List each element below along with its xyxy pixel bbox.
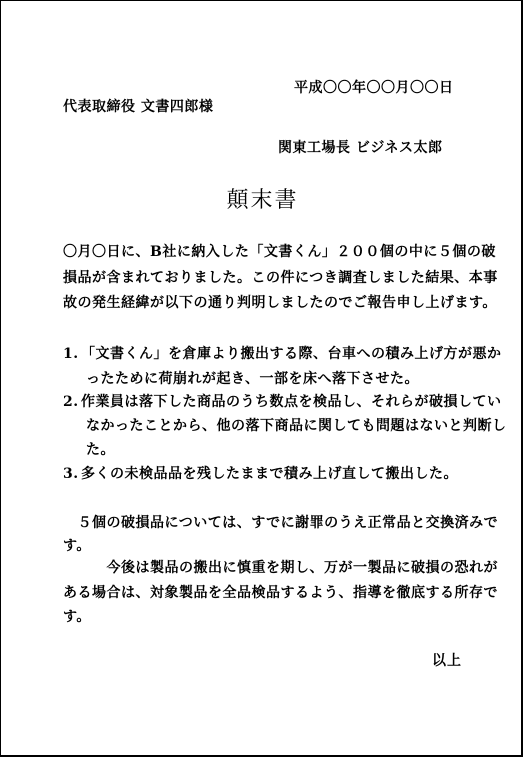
item-1-number: 1. (63, 346, 79, 362)
item-3-line-1: 多くの未検品品を残したままで積み上げ直して搬出した。 (81, 466, 458, 482)
item-2-line-1: 作業員は落下した商品のうち数点を検品し、それらが破損してい (81, 394, 502, 410)
document-title: 顛末書 (226, 188, 299, 213)
conclusion-line-3: 今後は製品の搬出に慎重を期し、万が一製品に破損の恐れが (63, 560, 498, 576)
closing-mark: 以上 (432, 653, 462, 669)
item-2-number: 2. (63, 394, 79, 410)
intro-line-2: 損品が含まれておりました。この件につき調査しました結果、本事 (63, 270, 498, 286)
conclusion-line-2: す。 (63, 538, 91, 554)
item-2-line-3: た。 (86, 442, 115, 458)
item-1-line-2: ったために荷崩れが起き、一部を床へ落下させた。 (86, 371, 419, 387)
conclusion-line-4: ある場合は、対象製品を全品検品するよう、指導を徹底する所存で (63, 585, 498, 601)
recipient-name: 代表取締役 文書四郎様 (63, 99, 214, 115)
intro-line-3: 故の発生経緯が以下の通り判明しましたのでご報告申し上げます。 (63, 295, 497, 311)
sender-name: 関東工場長 ビジネス太郎 (278, 140, 443, 156)
item-2-line-2: なかったことから、他の落下商品に関しても問題はないと判断し (86, 418, 507, 434)
intro-line-1: 〇月〇日に、B社に納入した「文書くん」２００個の中に５個の破 (63, 244, 496, 260)
document-date: 平成〇〇年〇〇月〇〇日 (294, 80, 454, 96)
conclusion-line-5: す。 (63, 609, 91, 625)
conclusion-line-1: ５個の破損品については、すでに謝罪のうえ正常品と交換済みで (63, 515, 499, 531)
item-3-number: 3. (63, 466, 79, 482)
item-1-line-1: 「文書くん」を倉庫より搬出する際、台車への積み上げ方が悪か (81, 346, 502, 362)
